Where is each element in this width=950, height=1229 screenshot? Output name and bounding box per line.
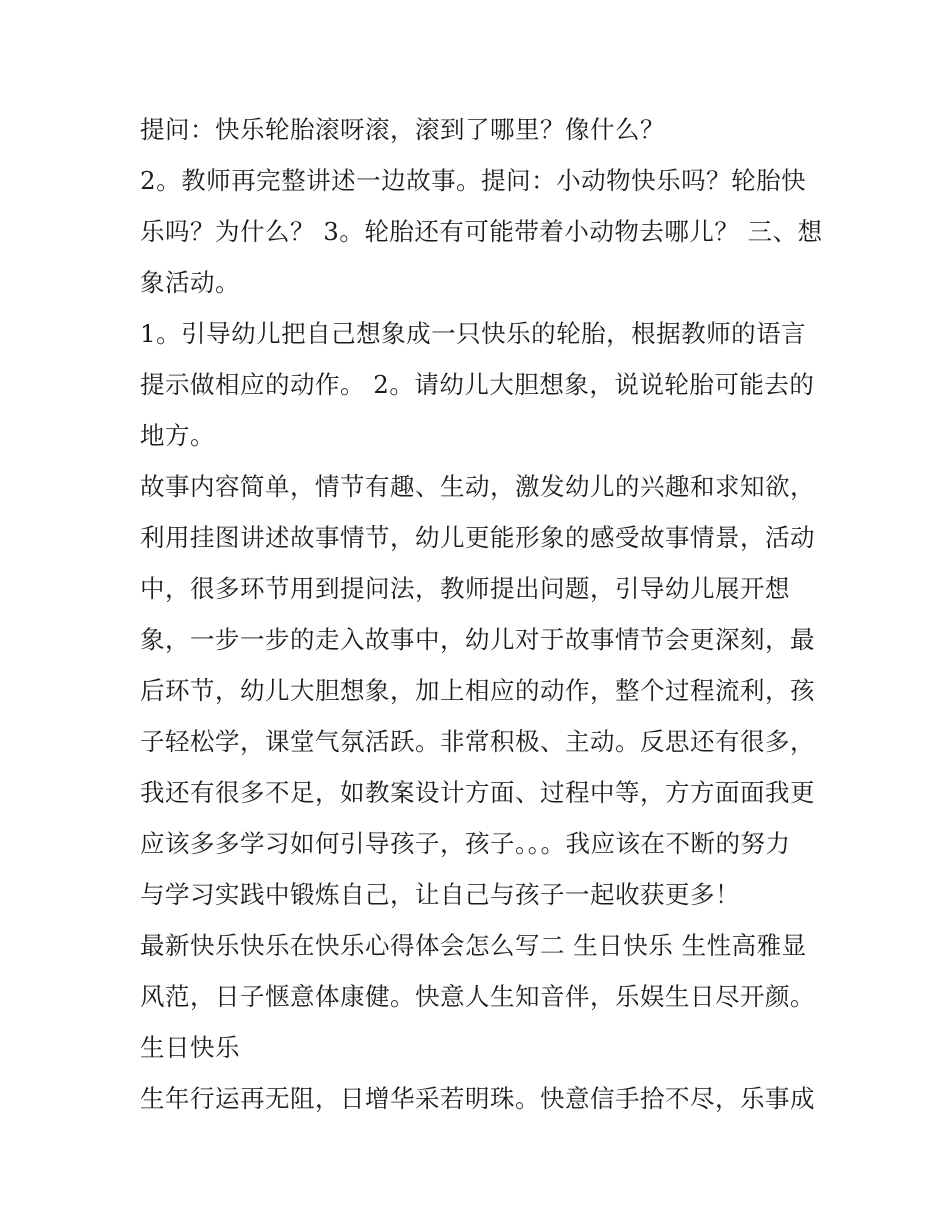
document-body xyxy=(140,104,823,1124)
text-line: 与学习实践中锻炼自己，让自己与孩子一起收获更多！ xyxy=(140,880,740,909)
text-line: 提问：快乐轮胎滚呀滚，滚到了哪里？像什么？ xyxy=(140,115,665,144)
text-line: 2。教师再完整讲述一边故事。提问：小动物快乐吗？轮胎快 xyxy=(140,166,807,195)
text-line: 利用挂图讲述故事情节，幼儿更能形象的感受故事情景，活动 xyxy=(140,523,815,552)
text-line: 乐吗？为什么？ 3。轮胎还有可能带着小动物去哪儿？ 三、想 xyxy=(140,217,823,246)
text-line: 象活动。 xyxy=(140,268,240,297)
text-line: 风范，日子惬意体康健。快意人生知音伴，乐娱生日尽开颜。 xyxy=(140,982,815,1011)
text-line: 中，很多环节用到提问法，教师提出问题，引导幼儿展开想 xyxy=(140,574,790,603)
text-line: 子轻松学，课堂气氛活跃。非常积极、主动。反思还有很多， xyxy=(140,727,815,756)
text-line: 生日快乐 xyxy=(140,1033,240,1062)
text-line: 应该多多学习如何引导孩子，孩子。。。我应该在不断的努力 xyxy=(140,829,791,858)
text-line: 提示做相应的动作。 2。请幼儿大胆想象，说说轮胎可能去的 xyxy=(140,370,815,399)
text-line: 象，一步一步的走入故事中，幼儿对于故事情节会更深刻，最 xyxy=(140,625,815,654)
text-line: 最新快乐快乐在快乐心得体会怎么写二 生日快乐 生性高雅显 xyxy=(140,931,807,960)
text-line: 后环节，幼儿大胆想象，加上相应的动作，整个过程流利，孩 xyxy=(140,676,815,705)
text-line: 我还有很多不足，如教案设计方面、过程中等，方方面面我更 xyxy=(140,778,815,807)
text-line: 生年行运再无阻，日增华采若明珠。快意信手拾不尽，乐事成 xyxy=(140,1084,815,1113)
text-line: 1。引导幼儿把自己想象成一只快乐的轮胎，根据教师的语言 xyxy=(140,319,807,348)
text-line: 地方。 xyxy=(140,421,215,450)
text-line: 故事内容简单，情节有趣、生动，激发幼儿的兴趣和求知欲， xyxy=(140,472,815,501)
